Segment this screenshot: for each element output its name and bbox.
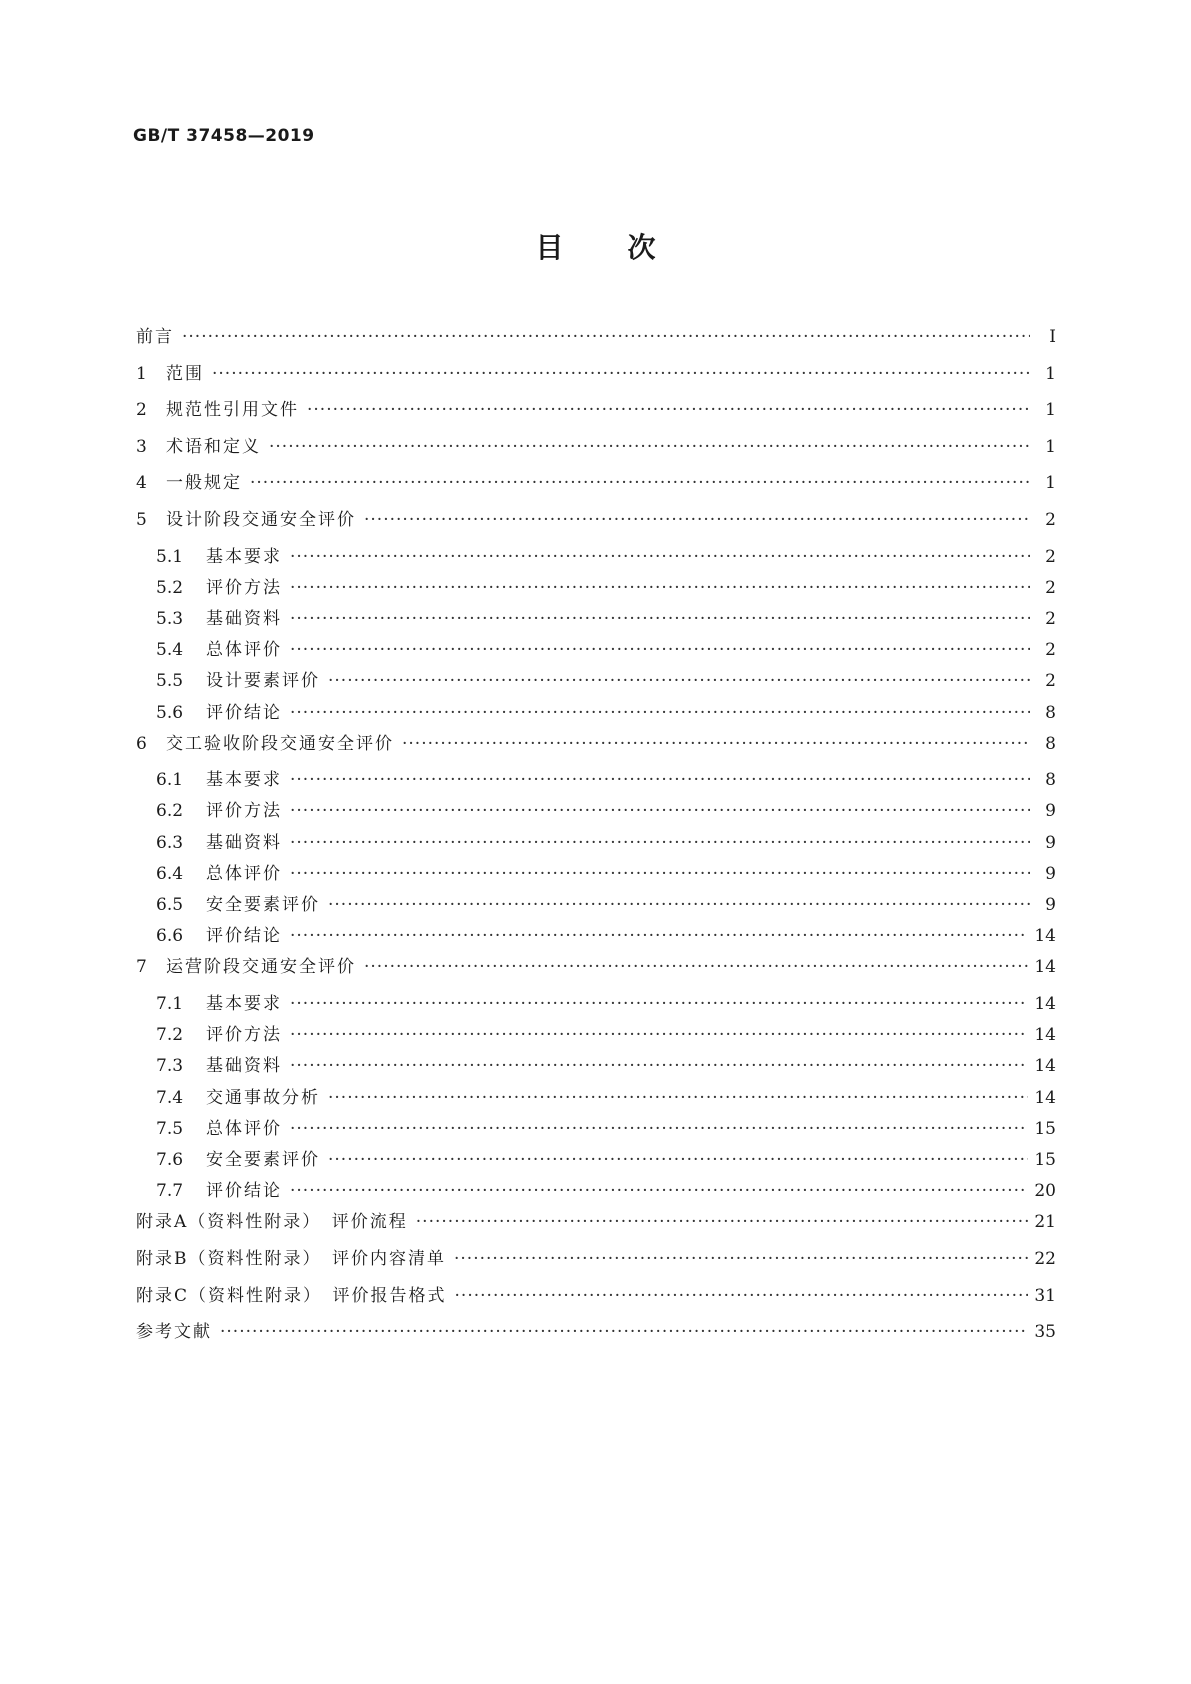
toc-leader-dots: [416, 1212, 1029, 1232]
toc-leader-dots: [328, 895, 1030, 915]
toc-entry-page: 31: [1034, 1285, 1056, 1306]
toc-entry-heading: [136, 395, 299, 420]
toc-entry-page: 9: [1045, 832, 1056, 853]
toc-entry-label: 附录B（资料性附录） 评价内容清单: [136, 1248, 446, 1269]
toc-entry-number: 7.4: [156, 1087, 184, 1108]
toc-entry[interactable]: [136, 432, 1056, 469]
toc-entry-heading: [136, 573, 282, 598]
toc-entry-page: 20: [1034, 1181, 1056, 1202]
toc-entry[interactable]: [136, 604, 1056, 635]
toc-leader-dots: [290, 926, 1028, 946]
toc-entry-heading: [136, 890, 320, 915]
toc-entry-heading: [136, 952, 356, 977]
toc-leader-dots: [220, 1322, 1028, 1342]
toc-entry-label: 评价方法: [206, 1025, 282, 1046]
toc-entry[interactable]: [136, 359, 1056, 396]
toc-entry[interactable]: [136, 859, 1056, 890]
toc-entry-number: 6.4: [156, 863, 184, 884]
toc-entry[interactable]: [136, 395, 1056, 432]
toc-leader-dots: [402, 734, 1030, 754]
toc-entry-page: 2: [1045, 546, 1056, 567]
toc-entry-label: 运营阶段交通安全评价: [166, 957, 356, 978]
toc-entry[interactable]: [136, 952, 1056, 989]
toc-entry-heading: [136, 1051, 282, 1076]
toc-entry-number: 7.3: [156, 1056, 184, 1077]
toc-entry[interactable]: [136, 322, 1056, 359]
toc-leader-dots: [454, 1249, 1028, 1269]
toc-entry[interactable]: [136, 921, 1056, 952]
toc-entry-heading: [136, 1145, 320, 1170]
toc-entry-page: 14: [1034, 994, 1056, 1014]
toc-leader-dots: [290, 547, 1030, 567]
toc-entry-number: 5: [136, 509, 147, 530]
toc-leader-dots: [290, 1056, 1028, 1076]
toc-entry-label: 基本要求: [206, 770, 282, 791]
toc-entry-page: 15: [1034, 1149, 1056, 1170]
toc-entry-number: 6.5: [156, 895, 184, 916]
toc-entry-number: 7.7: [156, 1181, 184, 1202]
toc-entry-heading: [136, 796, 282, 821]
toc-entry-heading: [136, 468, 242, 493]
toc-entry-label: 总体评价: [206, 1118, 282, 1139]
page-title: 目次: [535, 231, 720, 264]
toc-entry-label: 附录A（资料性附录） 评价流程: [136, 1212, 408, 1233]
toc-entry[interactable]: [136, 542, 1056, 573]
toc-entry-number: 5.3: [156, 608, 184, 629]
toc-entry[interactable]: [136, 468, 1056, 505]
toc-entry-heading: [136, 666, 320, 691]
toc-entry-label: 基础资料: [206, 832, 282, 853]
toc-entry-heading: [136, 1244, 446, 1269]
toc-leader-dots: [212, 364, 1030, 384]
toc-entry-number: 6.2: [156, 801, 184, 822]
toc-leader-dots: [307, 400, 1030, 420]
toc-entry-heading: [136, 1317, 212, 1342]
toc-entry-label: 评价结论: [206, 702, 282, 723]
toc-leader-dots: [290, 1181, 1028, 1201]
toc-entry-page: 9: [1045, 801, 1056, 822]
toc-entry[interactable]: [136, 1083, 1056, 1114]
toc-entry-label: 安全要素评价: [206, 895, 320, 916]
toc-entry-page: 2: [1045, 608, 1056, 629]
toc-entry-heading: [136, 989, 282, 1014]
toc-entry-label: 总体评价: [206, 640, 282, 661]
toc-entry-page: 14: [1034, 1056, 1056, 1077]
toc-leader-dots: [328, 1088, 1028, 1108]
toc-entry-page: 1: [1045, 436, 1056, 457]
toc-entry-number: 6.1: [156, 770, 184, 791]
toc-entry-label: 前言: [136, 327, 174, 347]
toc-entry[interactable]: [136, 1281, 1056, 1318]
standard-code: GB/T 37458—2019: [133, 126, 315, 146]
toc-entry-page: 2: [1045, 577, 1056, 598]
toc-entry-label: 设计要素评价: [206, 671, 320, 692]
toc-leader-dots: [364, 957, 1028, 977]
toc-entry-heading: [136, 1083, 320, 1108]
toc-entry-label: 附录C（资料性附录） 评价报告格式: [136, 1285, 447, 1306]
toc-entry-heading: [136, 1281, 447, 1306]
toc-entry-label: 范围: [166, 363, 204, 384]
toc-entry[interactable]: [136, 698, 1056, 729]
toc-entry-page: 1: [1045, 400, 1056, 421]
toc-entry[interactable]: [136, 828, 1056, 859]
toc-entry[interactable]: [136, 1051, 1056, 1082]
toc-entry-heading: [136, 859, 282, 884]
toc-entry-heading: [136, 1176, 282, 1201]
toc-leader-dots: [290, 801, 1030, 821]
toc-entry[interactable]: [136, 796, 1056, 827]
toc-entry-label: 评价结论: [206, 926, 282, 947]
toc-entry[interactable]: [136, 1020, 1056, 1051]
toc-entry-heading: [136, 921, 282, 946]
toc-entry-heading: [136, 604, 282, 629]
toc-entry-number: 7: [136, 957, 147, 978]
toc-leader-dots: [328, 671, 1030, 691]
toc-entry[interactable]: [136, 505, 1056, 542]
toc-leader-dots: [290, 1025, 1028, 1045]
toc-entry-page: 9: [1045, 895, 1056, 916]
toc-entry[interactable]: [136, 635, 1056, 666]
toc-entry[interactable]: [136, 989, 1056, 1020]
toc-entry-label: 基础资料: [206, 1056, 282, 1077]
toc-entry-number: 1: [136, 363, 147, 384]
toc-entry-number: 4: [136, 473, 147, 494]
toc-leader-dots: [455, 1286, 1029, 1306]
toc-entry-page: 14: [1034, 957, 1056, 978]
toc-entry-heading: [136, 1114, 282, 1139]
toc-entry-page: 2: [1045, 509, 1056, 530]
toc-entry-label: 安全要素评价: [206, 1149, 320, 1170]
toc-entry-heading: [136, 828, 282, 853]
toc-entry-label: 设计阶段交通安全评价: [166, 509, 356, 530]
toc-entry[interactable]: [136, 1244, 1056, 1281]
toc-entry-label: 交工验收阶段交通安全评价: [166, 733, 394, 754]
toc-entry-page: Ⅰ: [1049, 327, 1056, 347]
toc-entry-label: 参考文献: [136, 1322, 212, 1343]
toc-leader-dots: [290, 994, 1028, 1014]
toc-entry-label: 评价方法: [206, 801, 282, 822]
toc-entry-heading: [136, 359, 204, 384]
toc-entry-page: 15: [1034, 1118, 1056, 1139]
toc-entry-page: 2: [1045, 671, 1056, 692]
toc-entry-page: 21: [1034, 1212, 1056, 1233]
toc-entry-label: 交通事故分析: [206, 1087, 320, 1108]
toc-entry-page: 22: [1034, 1248, 1056, 1269]
toc-entry-number: 5.4: [156, 640, 184, 661]
toc-entry-page: 14: [1034, 1025, 1056, 1046]
toc-entry-heading: [136, 432, 261, 457]
toc-entry-number: 6.6: [156, 926, 184, 947]
toc-entry-page: 8: [1045, 770, 1056, 791]
toc-leader-dots: [290, 578, 1030, 598]
toc-leader-dots: [364, 510, 1030, 530]
toc-entry-label: 术语和定义: [166, 436, 261, 457]
toc-entry-number: 5.1: [156, 546, 184, 567]
toc-entry-page: 8: [1045, 702, 1056, 723]
toc-leader-dots: [290, 770, 1030, 790]
toc-entry[interactable]: [136, 765, 1056, 796]
toc-entry-heading: [136, 698, 282, 723]
toc-entry-number: 6: [136, 733, 147, 754]
toc-entry-page: 9: [1045, 863, 1056, 884]
toc-leader-dots: [290, 1119, 1028, 1139]
toc-entry-page: 35: [1034, 1322, 1056, 1343]
toc-entry-label: 评价方法: [206, 577, 282, 598]
toc-entry[interactable]: [136, 890, 1056, 921]
toc-entry-heading: [136, 322, 174, 347]
toc-entry-label: 一般规定: [166, 473, 242, 494]
toc-entry-number: 7.5: [156, 1118, 184, 1139]
toc-entry[interactable]: [136, 573, 1056, 604]
toc-leader-dots: [290, 864, 1030, 884]
toc-entry-label: 基本要求: [206, 546, 282, 567]
toc-leader-dots: [328, 1150, 1028, 1170]
toc-entry[interactable]: [136, 1114, 1056, 1145]
toc-entry[interactable]: [136, 1317, 1056, 1354]
toc-entry[interactable]: [136, 666, 1056, 697]
toc-leader-dots: [182, 327, 1030, 347]
toc-entry-number: 2: [136, 400, 147, 421]
toc-entry-number: 7.1: [156, 994, 184, 1014]
table-of-contents: [136, 322, 1056, 1354]
toc-leader-dots: [290, 640, 1030, 660]
toc-entry[interactable]: [136, 1207, 1056, 1244]
toc-entry-heading: [136, 1020, 282, 1045]
toc-entry-heading: [136, 729, 394, 754]
toc-leader-dots: [250, 473, 1030, 493]
toc-entry-number: 5.6: [156, 702, 184, 723]
toc-entry-label: 规范性引用文件: [166, 400, 299, 421]
toc-leader-dots: [290, 833, 1030, 853]
toc-entry-heading: [136, 542, 282, 567]
toc-entry-page: 1: [1045, 363, 1056, 384]
toc-leader-dots: [290, 609, 1030, 629]
toc-entry-page: 1: [1045, 473, 1056, 494]
toc-entry-page: 14: [1034, 926, 1056, 947]
toc-entry-page: 2: [1045, 640, 1056, 661]
toc-entry-heading: [136, 1207, 408, 1232]
toc-entry[interactable]: [136, 729, 1056, 766]
toc-entry-number: 7.6: [156, 1149, 184, 1170]
toc-entry-heading: [136, 505, 356, 530]
toc-entry-label: 总体评价: [206, 863, 282, 884]
toc-entry-heading: [136, 765, 282, 790]
toc-entry-number: 5.2: [156, 577, 184, 598]
toc-entry-number: 3: [136, 436, 147, 457]
toc-entry[interactable]: [136, 1145, 1056, 1176]
toc-leader-dots: [269, 437, 1030, 457]
toc-leader-dots: [290, 703, 1030, 723]
toc-entry-label: 基本要求: [206, 994, 282, 1014]
toc-entry-label: 基础资料: [206, 608, 282, 629]
toc-entry[interactable]: [136, 1176, 1056, 1207]
toc-entry-page: 14: [1034, 1087, 1056, 1108]
toc-entry-number: 7.2: [156, 1025, 184, 1046]
toc-entry-number: 6.3: [156, 832, 184, 853]
toc-entry-number: 5.5: [156, 671, 184, 692]
toc-entry-page: 8: [1045, 733, 1056, 754]
toc-entry-label: 评价结论: [206, 1181, 282, 1202]
toc-entry-heading: [136, 635, 282, 660]
